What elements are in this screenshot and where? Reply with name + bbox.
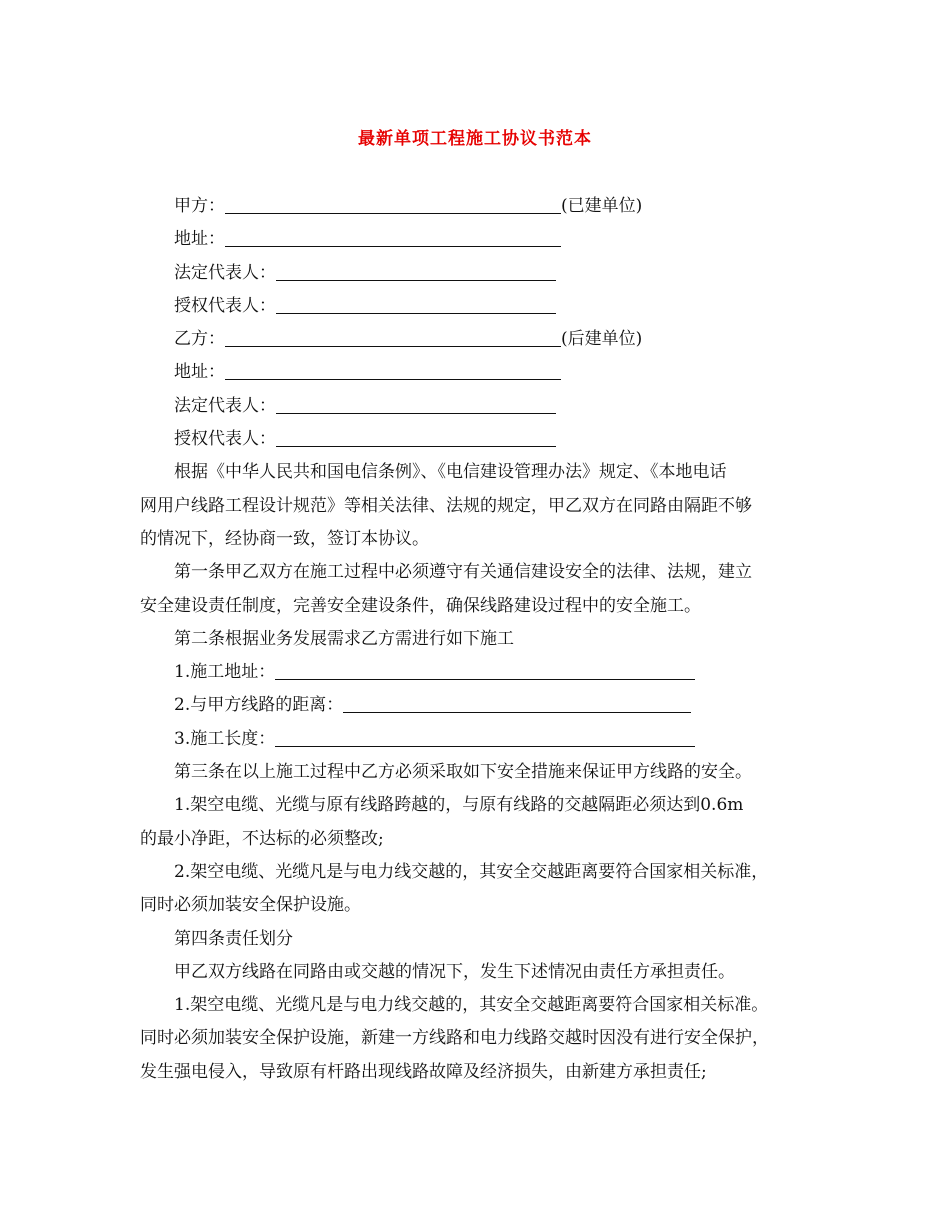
party-b-auth-rep-label: 授权代表人： <box>174 429 276 450</box>
article-4-item-1-line: 1.架空电缆、光缆凡是与电力线交越的，其安全交越距离要符合国家相关标准。 <box>174 995 769 1016</box>
preamble-line: 的情况下，经协商一致，签订本协议。 <box>140 528 429 549</box>
article-2-item-3 <box>140 723 810 756</box>
party-b-auth-rep-row <box>140 423 810 456</box>
preamble-paragraph <box>140 456 810 556</box>
article-1 <box>140 556 810 623</box>
article-1-line: 第一条甲乙双方在施工过程中必须遵守有关通信建设安全的法律、法规，建立 <box>174 562 752 583</box>
article-2-item-2 <box>140 689 810 722</box>
party-b-row <box>140 323 810 356</box>
party-a-legal-rep-label: 法定代表人： <box>174 262 276 283</box>
article-2-item-1 <box>140 656 810 689</box>
construction-length-blank <box>275 728 695 747</box>
article-3-item-2-line: 同时必须加装安全保护设施。 <box>140 895 361 916</box>
party-a-auth-rep-label: 授权代表人： <box>174 295 276 316</box>
party-b-suffix: (后建单位) <box>561 329 643 350</box>
construction-length-label: 3.施工长度： <box>174 728 276 749</box>
construction-address-blank <box>275 661 695 680</box>
article-3-heading: 第三条在以上施工过程中乙方必须采取如下安全措施来保证甲方线路的安全。 <box>174 762 752 783</box>
document-title: 最新单项工程施工协议书范本 <box>358 129 592 149</box>
party-b-address-row <box>140 356 810 389</box>
distance-blank <box>343 694 691 713</box>
distance-label: 2.与甲方线路的距离： <box>174 695 344 716</box>
party-a-auth-rep-blank <box>276 295 556 314</box>
article-3-item-1-line: 的最小净距，不达标的必须整改; <box>140 828 384 849</box>
party-a-auth-rep-row <box>140 290 810 323</box>
party-b-legal-rep-blank <box>276 395 556 414</box>
article-2 <box>140 623 810 756</box>
party-b-address-label: 地址： <box>174 362 225 383</box>
party-b-auth-rep-blank <box>276 428 556 447</box>
preamble-line: 网用户线路工程设计规范》等相关法律、法规的规定，甲乙双方在同路由隔距不够 <box>140 495 752 516</box>
preamble-line: 根据《中华人民共和国电信条例》、《电信建设管理办法》规定、《本地电话 <box>174 462 727 483</box>
party-a-legal-rep-blank <box>276 262 556 281</box>
document-body <box>140 190 810 1089</box>
article-2-heading: 第二条根据业务发展需求乙方需进行如下施工 <box>174 628 514 649</box>
party-a-blank <box>225 195 561 214</box>
party-a-address-label: 地址： <box>174 229 225 250</box>
party-b-address-blank <box>225 361 561 380</box>
party-a-label: 甲方： <box>174 196 225 216</box>
party-a-legal-rep-row <box>140 257 810 290</box>
article-3-item-1-line: 1.架空电缆、光缆与原有线路跨越的，与原有线路的交越隔距必须达到0.6m <box>174 795 744 816</box>
party-b-label: 乙方： <box>174 329 225 350</box>
party-b-blank <box>225 328 561 347</box>
party-b-legal-rep-label: 法定代表人： <box>174 395 276 416</box>
party-info-section <box>140 190 810 456</box>
party-a-suffix: (已建单位) <box>561 196 643 216</box>
party-a-address-row <box>140 223 810 256</box>
article-4-item-1-line: 同时必须加装安全保护设施，新建一方线路和电力线路交越时因没有进行安全保护， <box>140 1028 769 1049</box>
construction-address-label: 1.施工地址： <box>174 662 276 683</box>
article-4-item-1-line: 发生强电侵入，导致原有杆路出现线路故障及经济损失，由新建方承担责任; <box>140 1061 707 1082</box>
article-1-line: 安全建设责任制度，完善安全建设条件，确保线路建设过程中的安全施工。 <box>140 595 701 616</box>
article-4-heading: 第四条责任划分 <box>174 928 293 949</box>
article-4-intro: 甲乙双方线路在同路由或交越的情况下，发生下述情况由责任方承担责任。 <box>174 961 735 982</box>
article-3 <box>140 756 810 922</box>
party-a-row <box>140 190 810 223</box>
article-4 <box>140 923 810 1089</box>
party-a-address-blank <box>225 228 561 247</box>
party-b-legal-rep-row <box>140 390 810 423</box>
article-3-item-2-line: 2.架空电缆、光缆凡是与电力线交越的，其安全交越距离要符合国家相关标准， <box>174 861 769 882</box>
